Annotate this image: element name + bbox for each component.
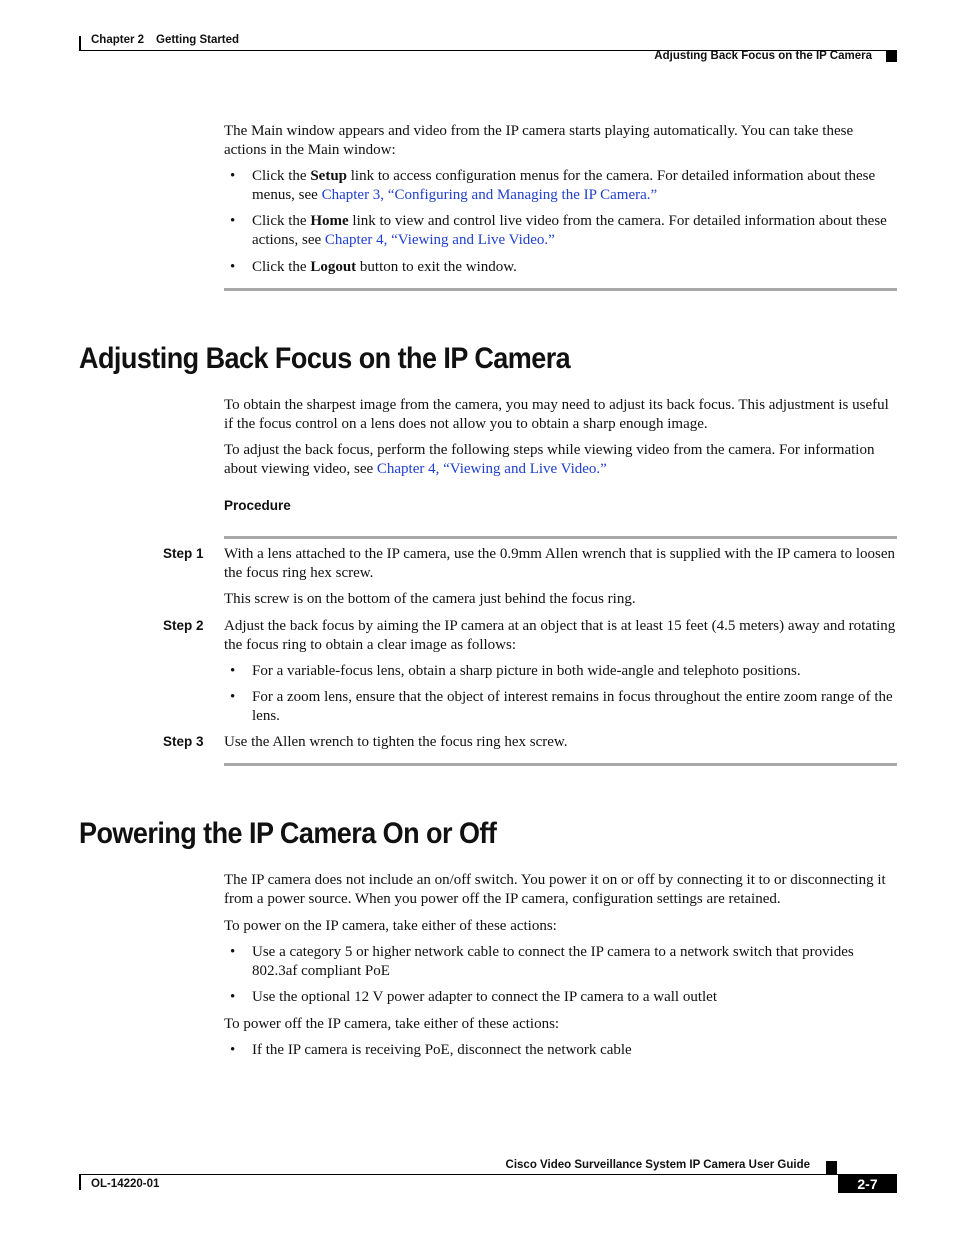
- step-1-note: This screw is on the bottom of the camera just behind the focus ring.: [224, 591, 636, 607]
- power-off-intro: To power off the IP camera, take either of these actions:: [224, 1016, 560, 1032]
- step-3-label: Step 3: [163, 734, 204, 749]
- bullet-text: For a zoom lens, ensure that the object of interest remains in focus throughout the entire zoom range of the lens.: [252, 689, 893, 724]
- page-number: 2-7: [838, 1175, 897, 1193]
- bullet-text: link to access configuration menus for the camera. For detailed information about these menus, see: [252, 168, 876, 203]
- intro-block: [224, 122, 897, 277]
- list-item: [224, 258, 897, 277]
- footer-marker-block: [826, 1161, 837, 1174]
- bullet-text: link to view and control live video from the camera. For detailed information about these actions, see: [252, 213, 887, 248]
- header-marker-block: [886, 51, 897, 62]
- setup-keyword: Setup: [310, 168, 348, 184]
- bullet-text: Click the: [252, 168, 311, 184]
- bullet-text: Click the: [252, 259, 311, 275]
- step-2-content: [224, 617, 897, 726]
- power-on-bullet-list: [224, 943, 897, 1007]
- bullet-text: Use the optional 12 V power adapter to connect the IP camera to a wall outlet: [252, 989, 717, 1005]
- bullet-dot-icon: •: [230, 213, 236, 229]
- section-divider: [224, 763, 897, 766]
- bullet-dot-icon: •: [230, 989, 236, 1005]
- back-focus-paragraph-2: [224, 441, 897, 479]
- list-item: [224, 167, 897, 205]
- header-chapter: Chapter 2: [91, 34, 145, 46]
- back-focus-paragraph: To obtain the sharpest image from the camera, you may need to adjust its back focus. This adjustment is useful if the focus control on a lens does not allow you to obtain a sharp enough image.: [224, 397, 889, 432]
- bullet-dot-icon: •: [230, 168, 236, 184]
- step-1-content: [224, 545, 897, 609]
- bullet-text: For a variable-focus lens, obtain a sharp picture in both wide-angle and telephoto positions.: [252, 663, 801, 679]
- power-off-bullet-list: [224, 1041, 897, 1060]
- step-3-text: Use the Allen wrench to tighten the focus ring hex screw.: [224, 734, 568, 750]
- footer-rule: [79, 1174, 897, 1175]
- intro-paragraph: The Main window appears and video from the IP camera starts playing automatically. You can take these actions in the Main window:: [224, 123, 854, 158]
- step-2-label: Step 2: [163, 618, 204, 633]
- chapter-4-link[interactable]: Chapter 4, “Viewing and Live Video.”: [376, 461, 607, 477]
- footer-doc-number: OL-14220-01: [91, 1178, 160, 1190]
- list-item: [224, 688, 897, 726]
- bullet-dot-icon: •: [230, 944, 236, 960]
- chapter-3-link[interactable]: Chapter 3, “Configuring and Managing the IP Camera.”: [321, 187, 658, 203]
- power-on-intro: To power on the IP camera, take either of these actions:: [224, 918, 557, 934]
- list-item: [224, 1041, 897, 1060]
- bullet-text: Use a category 5 or higher network cable to connect the IP camera to a network switch that provides 802.3af compliant PoE: [252, 944, 854, 979]
- header-chapter-title: Getting Started: [156, 34, 240, 46]
- paragraph-text: To adjust the back focus, perform the following steps while viewing video from the camera. For information about viewing video, see: [224, 442, 875, 477]
- header-vertical-bar: [79, 36, 81, 51]
- list-item: [224, 662, 897, 681]
- power-paragraph: The IP camera does not include an on/off switch. You power it on or off by connecting it to or disconnecting it from a power source. When you power off the IP camera, configuration settings are retained.: [224, 872, 886, 907]
- section-heading-power: Powering the IP Camera On or Off: [79, 817, 497, 850]
- list-item: [224, 212, 897, 250]
- list-item: [224, 988, 897, 1007]
- bullet-dot-icon: •: [230, 689, 236, 705]
- intro-bullet-list: [224, 167, 897, 277]
- procedure-divider: [224, 536, 897, 539]
- back-focus-intro: [224, 396, 897, 479]
- list-item: [224, 943, 897, 981]
- step-1-text: With a lens attached to the IP camera, use the 0.9mm Allen wrench that is supplied with the IP camera to loosen the focus ring hex screw.: [224, 546, 896, 581]
- bullet-dot-icon: •: [230, 663, 236, 679]
- footer-guide-title: Cisco Video Surveillance System IP Camera User Guide: [505, 1159, 810, 1171]
- section-divider: [224, 288, 897, 291]
- logout-keyword: Logout: [310, 259, 357, 275]
- bullet-text: Click the: [252, 213, 311, 229]
- step-2-bullet-list: [224, 662, 897, 726]
- bullet-dot-icon: •: [230, 259, 236, 275]
- section-heading-back-focus: Adjusting Back Focus on the IP Camera: [79, 342, 571, 375]
- step-3-content: [224, 733, 897, 752]
- bullet-dot-icon: •: [230, 1042, 236, 1058]
- step-2-text: Adjust the back focus by aiming the IP camera at an object that is at least 15 feet (4.5 meters) away and rotating the focus ring to obtain a clear image as follows:: [224, 618, 896, 653]
- header-section-title: Adjusting Back Focus on the IP Camera: [654, 50, 872, 62]
- home-keyword: Home: [310, 213, 349, 229]
- bullet-text: button to exit the window.: [356, 259, 517, 275]
- step-1-label: Step 1: [163, 546, 204, 561]
- bullet-text: If the IP camera is receiving PoE, disconnect the network cable: [252, 1042, 632, 1058]
- procedure-label: Procedure: [224, 498, 291, 513]
- chapter-4-link[interactable]: Chapter 4, “Viewing and Live Video.”: [324, 232, 555, 248]
- footer-vertical-bar: [79, 1175, 81, 1190]
- power-content: [224, 871, 897, 1060]
